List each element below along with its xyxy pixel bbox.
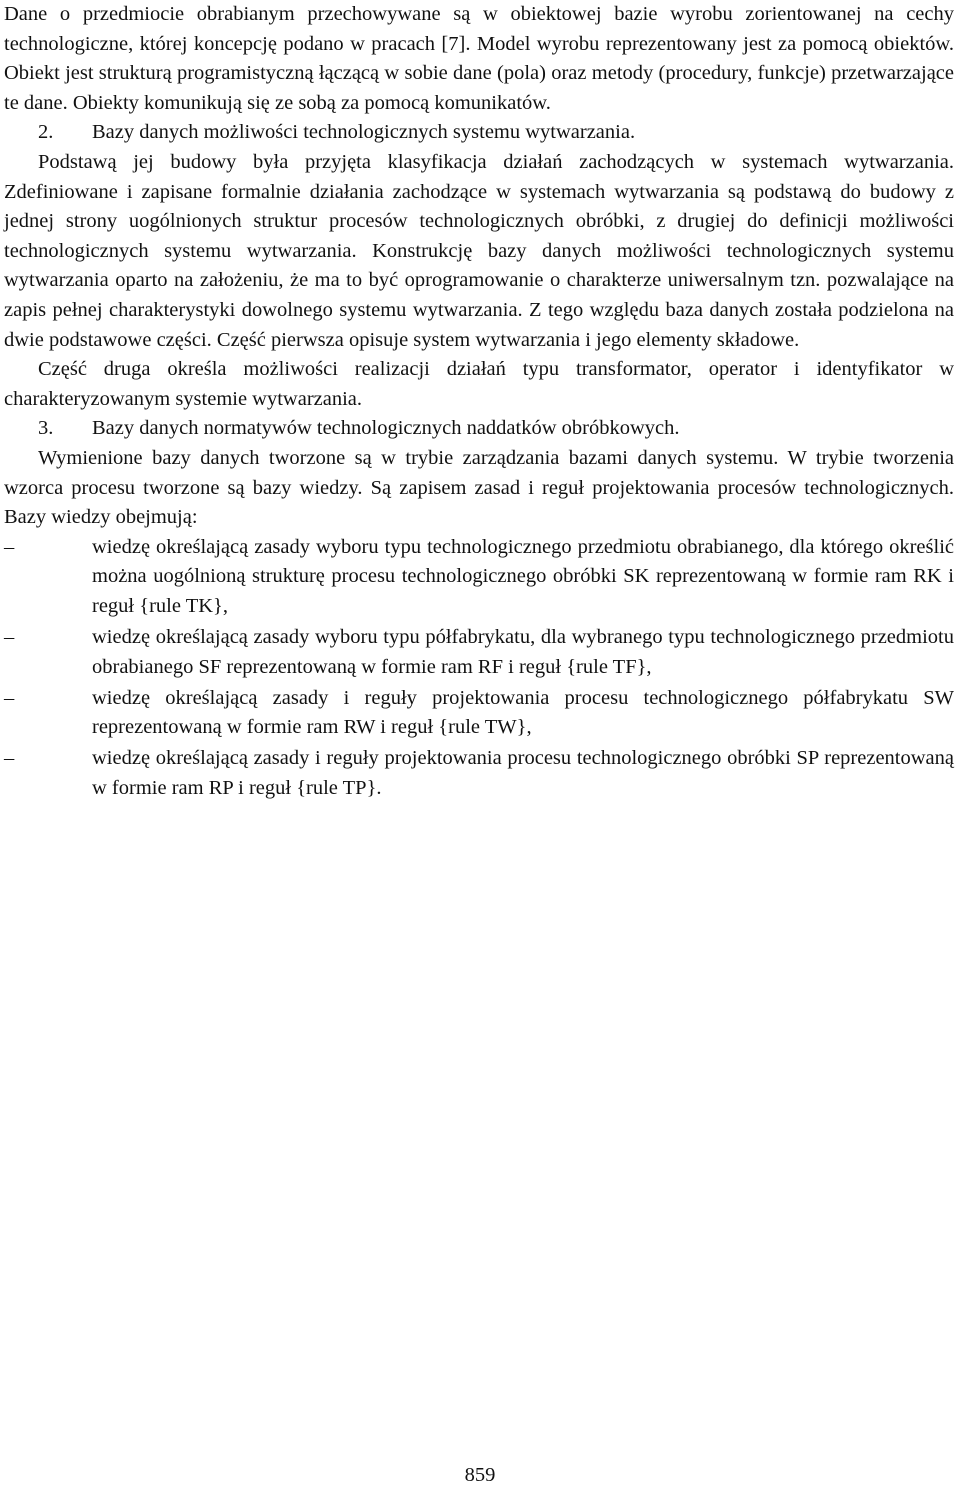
section-item-3-number: 3. (38, 417, 54, 440)
list-item-text: wiedzę określającą zasady wyboru typu technologicznego przedmiotu obrabianego, dla którego określić można uogólnioną strukturę procesu technologicznego obróbki SK reprezentowaną w formie ram RK i reguł {rule TK}, (92, 535, 954, 617)
list-item-text: wiedzę określającą zasady wyboru typu półfabrykatu, dla wybranego typu technologicznego przedmiotu obrabianego SF reprezentowaną w formie ram RF i reguł {rule TF}, (92, 625, 954, 678)
page-number: 859 (464, 1464, 496, 1486)
dash-bullet: – (4, 686, 15, 709)
list-item (4, 744, 954, 803)
dash-bullet: – (4, 625, 15, 648)
list-item-text: wiedzę określającą zasady i reguły projektowania procesu technologicznego obróbki SP reprezentowaną w formie ram RP i reguł {rule TP}. (92, 747, 954, 799)
list-item (4, 533, 954, 622)
section-item-2-number: 2. (38, 121, 54, 144)
section-item-2 (4, 118, 954, 148)
list-item (4, 623, 954, 682)
dash-bullet: – (4, 535, 15, 558)
section-item-2-title: Bazy danych możliwości technologicznych systemu wytwarzania. (92, 121, 636, 144)
paragraph-object-model: Dane o przedmiocie obrabianym przechowywane są w obiektowej bazie wyrobu zorientowanej na cechy technologiczne, której koncepcję podano w pracach [7]. Model wyrobu reprezentowany jest za pomocą obiektów. Obiekt jest strukturą programistyczną łączącą w sobie dane (pola) oraz metody (procedury, funkcje) przetwarzające te dane. Obiekty komunikują się ze sobą za pomocą komunikatów. (4, 3, 954, 114)
document-body (4, 0, 954, 804)
dash-bullet: – (4, 747, 15, 770)
section-item-3-title: Bazy danych normatywów technologicznych naddatków obróbkowych. (92, 417, 680, 440)
list-item-text: wiedzę określającą zasady i reguły projektowania procesu technologicznego półfabrykatu SW reprezentowaną w formie ram RW i reguł {rule TW}, (92, 686, 954, 739)
knowledge-base-list (4, 533, 954, 804)
paragraph-capabilities-database: Podstawą jej budowy była przyjęta klasyfikacja działań zachodzących w systemach wytwarzania. Zdefiniowane i zapisane formalnie działania zachodzące w systemach wytwarzania są podstawą do budowy z jednej strony uogólnionych struktur procesów technologicznych obróbki, z drugiej do definicji możliwości technologicznych systemu wytwarzania. Konstrukcję bazy danych możliwości technologicznych systemu wytwarzania oparto na założeniu, że ma to być oprogramowanie o charakterze uniwersalnym tzn. pozwalające na zapis pełnej charakterystyki dowolnego systemu wytwarzania. Z tego względu baza danych została podzielona na dwie podstawowe części. Część pierwsza opisuje system wytwarzania i jego elementy składowe. (4, 150, 954, 351)
paragraph-second-part: Część druga określa możliwości realizacji działań typu transformator, operator i identyfikator w charakteryzowanym systemie wytwarzania. (4, 358, 954, 410)
list-item (4, 684, 954, 743)
paragraph-knowledge-bases: Wymienione bazy danych tworzone są w trybie zarządzania bazami danych systemu. W trybie tworzenia wzorca procesu tworzone są bazy wiedzy. Są zapisem zasad i reguł projektowania procesów technologicznych. Bazy wiedzy obejmują: (4, 446, 954, 529)
section-item-3 (4, 414, 954, 444)
